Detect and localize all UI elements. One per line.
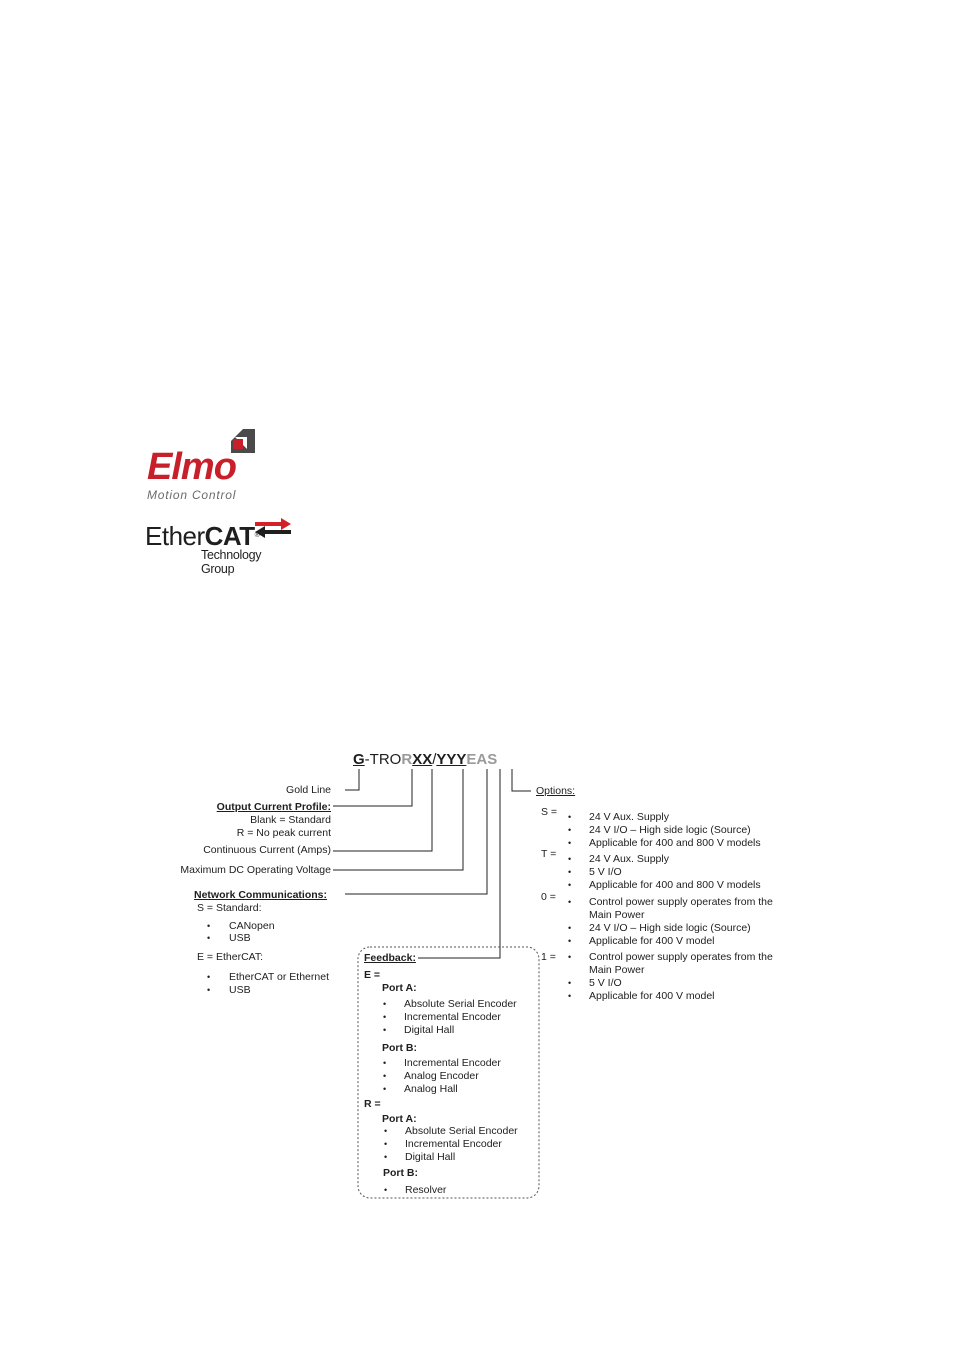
ethercat-subtitle: Technology Group [201,548,262,576]
option-s-item: 24 V I/O – High side logic (Source) [589,824,751,836]
pn-slash: / [432,751,437,768]
pn-s: S [487,751,498,768]
bullet: • [384,1139,388,1149]
bullet: • [383,1071,387,1081]
connector-network [345,769,487,894]
network-standard-label: S = Standard: [197,902,262,914]
feedback-r-port-a-item: Incremental Encoder [405,1138,502,1150]
bullet: • [568,880,572,890]
elmo-wordmark: Elmo [147,446,236,488]
continuous-current-label: Continuous Current (Amps) [203,844,331,856]
feedback-heading: Feedback: [364,952,416,964]
bullet: • [568,978,572,988]
ethercat-reg-mark: ® [254,532,260,539]
bullet: • [568,825,572,835]
pn-xx: XX [412,751,433,768]
network-heading: Network Communications: [194,889,328,901]
pn-tro: -TRO [364,751,402,768]
feedback-e-port-b-item: Analog Hall [404,1083,458,1095]
bullet: • [568,812,572,822]
option-t-item: 24 V Aux. Supply [589,853,669,865]
feedback-e-port-a-label: Port A: [382,982,417,994]
bullet: • [568,991,572,1001]
feedback-r-port-b-item: Resolver [405,1184,447,1196]
connector-feedback [418,769,500,958]
bullet: • [207,933,211,943]
option-1-item-cont: Main Power [589,964,645,976]
network-ethercat-item: EtherCAT or Ethernet [229,971,329,983]
bullet: • [207,921,211,931]
connector-continuous-current [333,769,432,851]
feedback-e-label: E = [364,969,381,981]
option-0-item: Control power supply operates from the [589,896,773,908]
max-voltage-label: Maximum DC Operating Voltage [180,864,331,876]
feedback-r-port-a-item: Digital Hall [405,1151,456,1163]
feedback-e-port-a-item: Digital Hall [404,1024,455,1036]
feedback-r-label: R = [364,1098,381,1110]
bullet: • [384,1152,388,1162]
option-0-item: 24 V I/O – High side logic (Source) [589,922,751,934]
feedback-e-port-b-label: Port B: [382,1042,417,1054]
bullet: • [568,897,572,907]
feedback-r-port-b-label: Port B: [383,1167,418,1179]
feedback-e-port-b-item: Analog Encoder [404,1070,479,1082]
option-0-label: 0 = [541,891,556,903]
option-t-item: Applicable for 400 and 800 V models [589,879,761,891]
feedback-e-port-a-item: Absolute Serial Encoder [404,998,517,1010]
option-1-label: 1 = [541,951,556,963]
output-current-r: R = No peak current [236,827,331,839]
bullet: • [568,923,572,933]
network-standard-item: CANopen [229,920,275,932]
bullet: • [383,1012,387,1022]
feedback-r-port-a-item: Absolute Serial Encoder [405,1125,518,1137]
option-0-item: Applicable for 400 V model [589,935,715,947]
gold-line-label: Gold Line [286,784,331,796]
connector-gold-line [345,769,359,790]
bullet: • [384,1126,388,1136]
bullet: • [383,1058,387,1068]
option-1-item: Applicable for 400 V model [589,990,715,1002]
elmo-subtitle: Motion Control [147,488,237,502]
bullet: • [383,1084,387,1094]
ethercat-ether-text: Ether [145,521,205,551]
option-1-item: Control power supply operates from the [589,951,773,963]
ethercat-cat-text: CAT [204,521,255,551]
connector-max-voltage [333,769,463,870]
option-t-item: 5 V I/O [589,866,622,878]
bullet: • [383,999,387,1009]
bullet: • [568,936,572,946]
network-ethercat-item: USB [229,984,251,996]
bullet: • [383,1025,387,1035]
option-s-label: S = [541,806,558,818]
feedback-e-port-a-item: Incremental Encoder [404,1011,501,1023]
pn-e: E [466,751,477,768]
option-t-label: T = [541,848,557,860]
pn-r: R [401,751,413,768]
network-standard-item: USB [229,932,251,944]
feedback-e-port-b-item: Incremental Encoder [404,1057,501,1069]
bullet: • [568,838,572,848]
bullet: • [207,972,211,982]
pn-yyy: YYY [436,751,467,768]
option-0-item-cont: Main Power [589,909,645,921]
pn-g: G [353,751,365,768]
connector-options [512,769,531,791]
output-current-profile-heading: Output Current Profile: [216,801,331,813]
bullet: • [568,867,572,877]
bullet: • [568,952,572,962]
option-s-item: 24 V Aux. Supply [589,811,669,823]
connector-output-current [333,769,412,806]
option-1-item: 5 V I/O [589,977,622,989]
options-heading: Options: [536,785,576,797]
network-ethercat-label: E = EtherCAT: [197,951,264,963]
bullet: • [568,854,572,864]
pn-a: A [476,751,488,768]
bullet: • [384,1185,388,1195]
option-s-item: Applicable for 400 and 800 V models [589,837,761,849]
output-current-blank: Blank = Standard [250,814,331,826]
feedback-r-port-a-label: Port A: [382,1113,417,1125]
bullet: • [207,985,211,995]
